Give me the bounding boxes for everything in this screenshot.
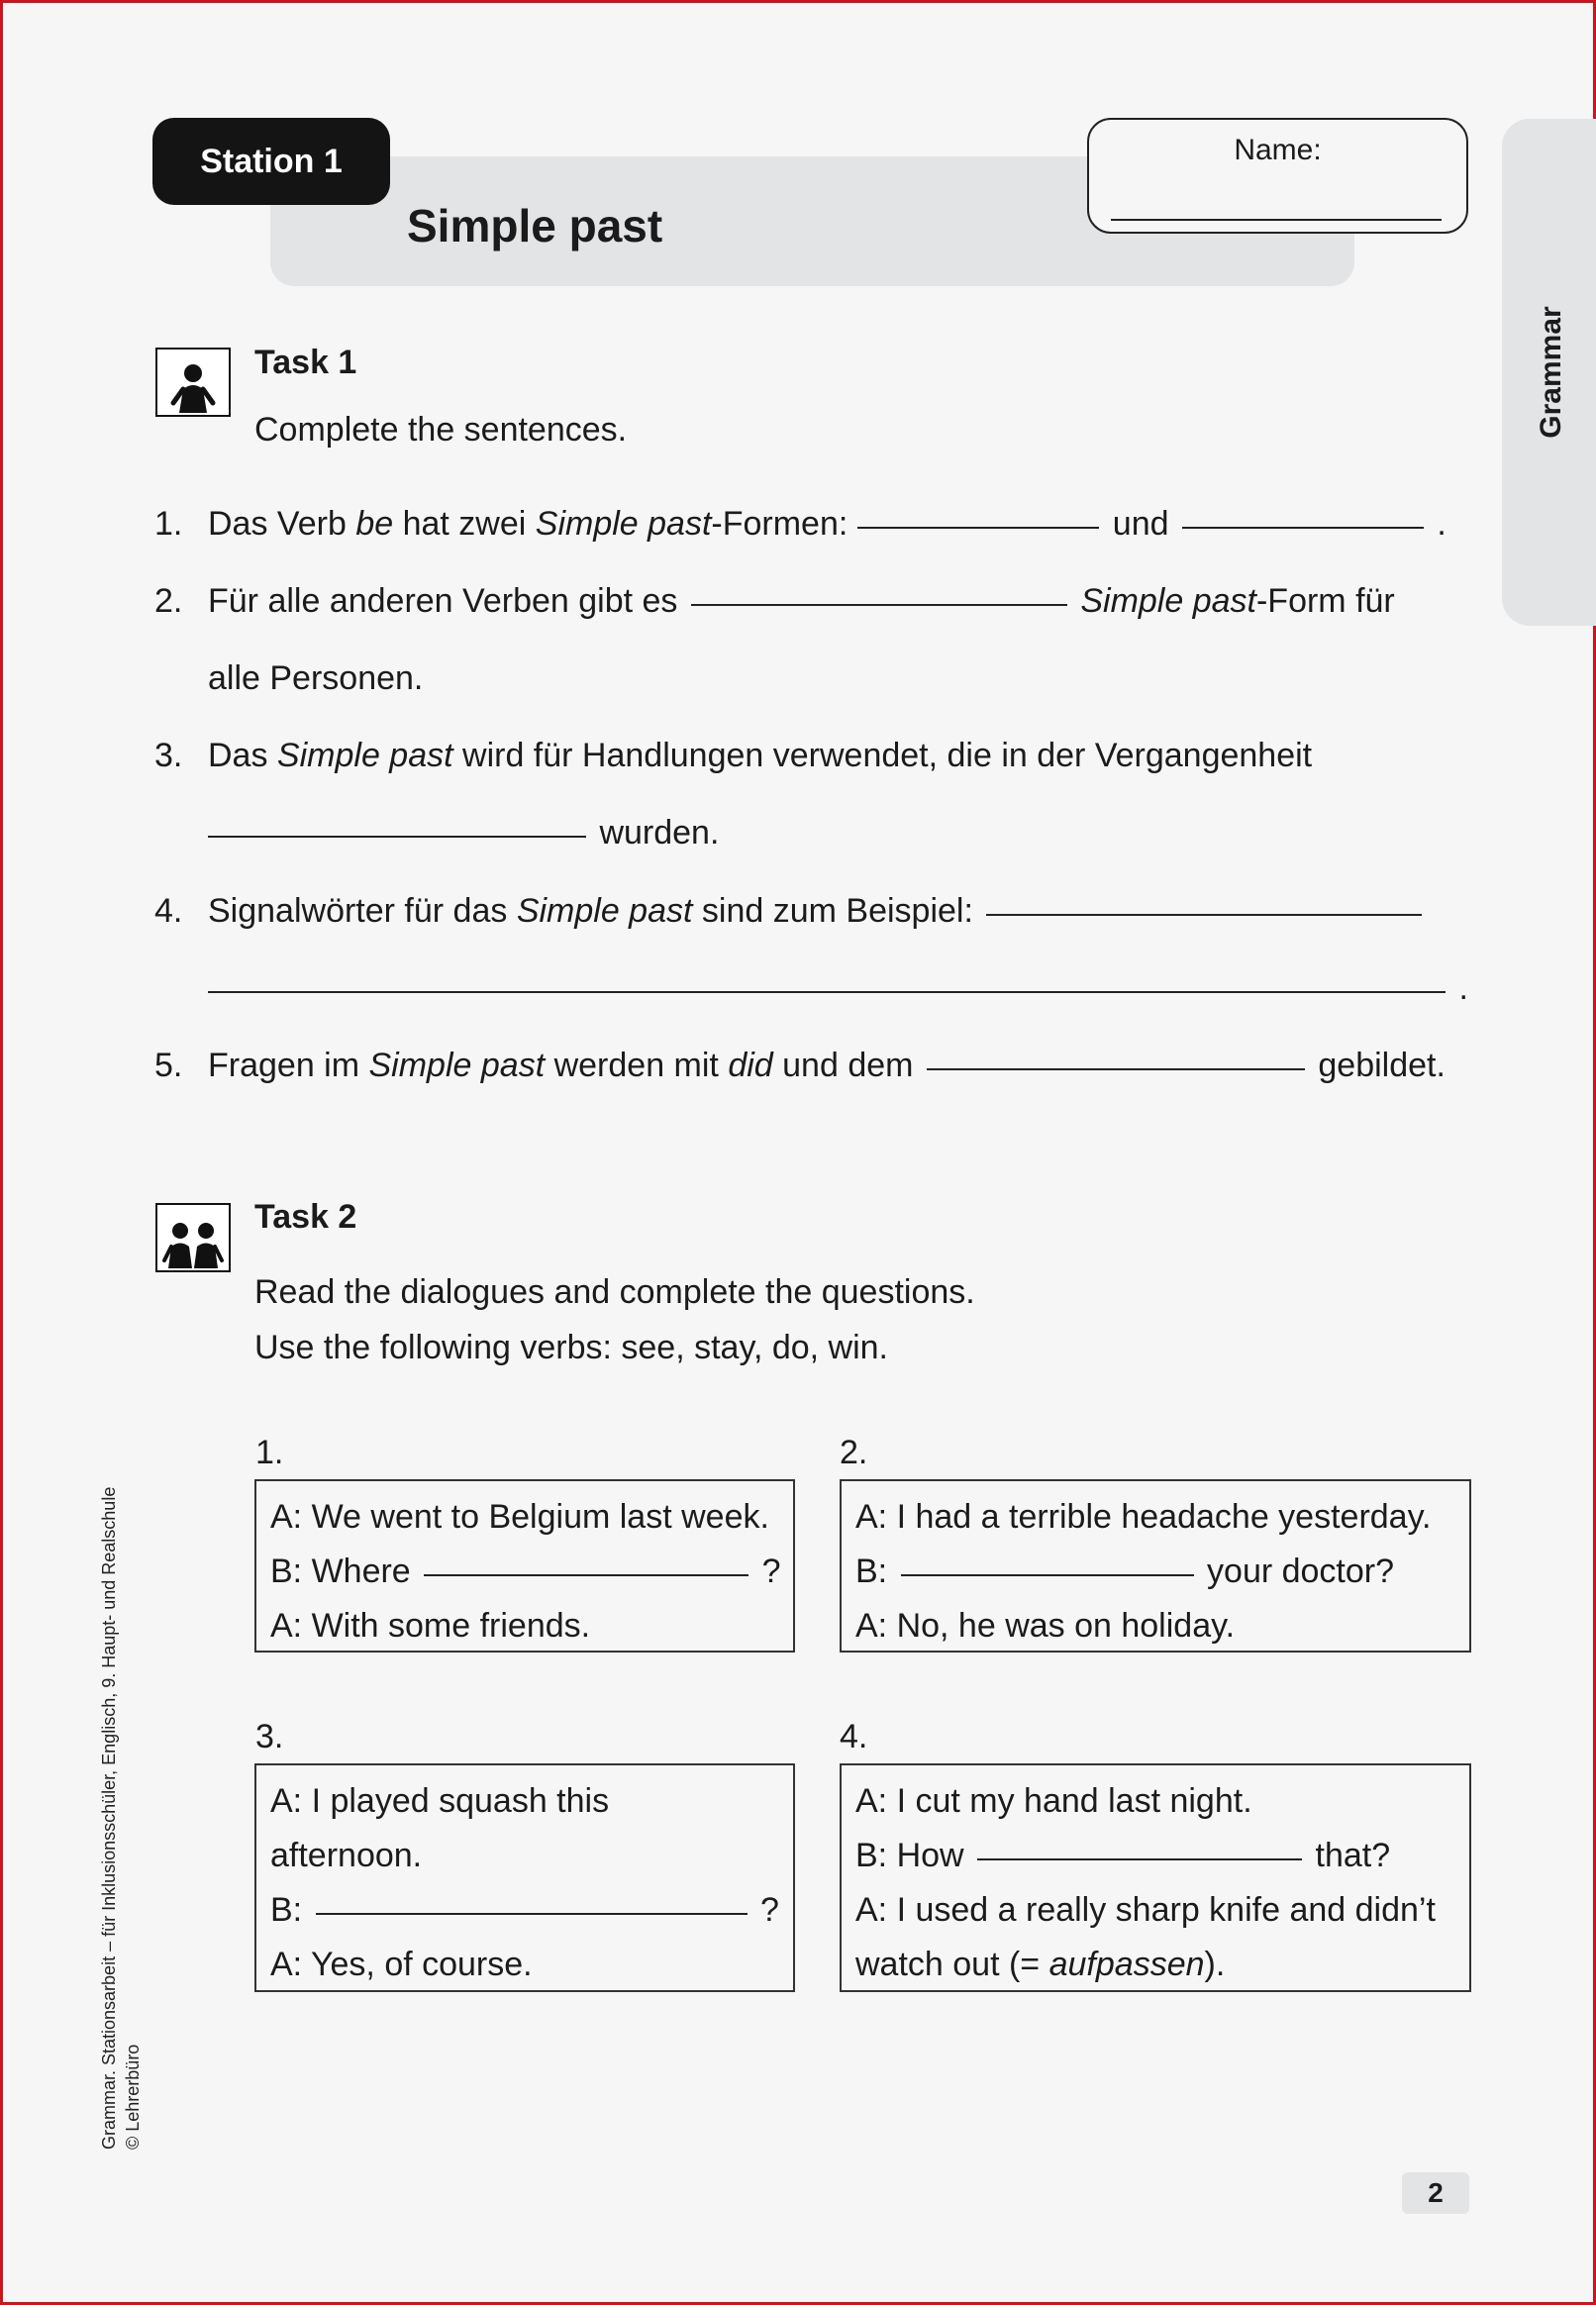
task2-instruction-2: Use the following verbs: see, stay, do, win. [254,1329,889,1366]
copyright-credit: Grammar. Stationsarbeit – für Inklusionsschüler, Englisch, 9. Haupt- und Realschule © Lehrerbüro [99,1486,143,2150]
dialogue-number: 2. [840,1434,868,1471]
dialogue-line: B: ? [270,1891,779,1929]
dialogue-line: A: I used a really sharp knife and didn’t [855,1891,1436,1929]
sentence-2-continued: alle Personen. [208,659,424,697]
dialogue-box-1 [254,1479,795,1653]
dialogue-line: A: We went to Belgium last week. [270,1498,769,1536]
sentence-4-continued: . [208,969,1468,1008]
dialogue-line: A: Yes, of course. [270,1946,533,1983]
item-number: 2. [154,582,183,620]
page-number: 2 [1402,2172,1469,2214]
sentence-4: Signalwörter für das Simple past sind zum Beispiel: [208,892,1426,931]
answer-blank[interactable] [1182,526,1424,529]
side-tab-grammar [1502,119,1596,626]
task2-heading: Task 2 [254,1198,357,1236]
dialogue-line: afternoon. [270,1837,423,1874]
item-number: 3. [154,737,183,774]
dialogue-line: A: I had a terrible headache yesterday. [855,1498,1432,1536]
dialogue-line: A: I played squash this [270,1782,610,1820]
side-tab-label: Grammar [1535,306,1567,439]
sentence-1: Das Verb be hat zwei Simple past-Formen: und . [208,505,1446,543]
item-number: 5. [154,1047,183,1084]
answer-blank[interactable] [977,1857,1302,1860]
dialogue-number: 4. [840,1718,868,1755]
page-title: Simple past [407,200,663,251]
task2-instruction-1: Read the dialogues and complete the questions. [254,1273,975,1311]
dialogue-line: A: No, he was on holiday. [855,1607,1236,1645]
station-label: Station 1 [152,118,390,205]
answer-blank[interactable] [316,1912,748,1915]
dialogue-line: B: Where ? [270,1553,781,1590]
single-person-icon [155,348,231,417]
dialogue-line: A: With some friends. [270,1607,591,1645]
answer-blank[interactable] [691,603,1067,606]
name-field[interactable] [1111,219,1442,221]
answer-blank[interactable] [424,1573,748,1576]
item-number: 1. [154,505,183,543]
dialogue-box-2 [840,1479,1471,1653]
item-number: 4. [154,892,183,930]
sentence-3: Das Simple past wird für Handlungen verwendet, die in der Vergangenheit [208,737,1313,774]
dialogue-line: B: How that? [855,1837,1391,1874]
name-box [1087,118,1468,234]
sentence-5: Fragen im Simple past werden mit did und dem gebildet. [208,1047,1446,1084]
sentence-2: Für alle anderen Verben gibt es Simple past-Form für [208,582,1395,620]
sentence-3-continued: wurden. [208,814,719,852]
dialogue-line: A: I cut my hand last night. [855,1782,1252,1820]
answer-blank[interactable] [927,1067,1305,1070]
answer-blank[interactable] [208,990,1446,993]
dialogue-box-4 [840,1763,1471,1992]
task1-heading: Task 1 [254,344,357,381]
dialogue-number: 1. [255,1434,284,1471]
dialogue-number: 3. [255,1718,284,1755]
two-people-icon [155,1203,231,1272]
answer-blank[interactable] [901,1573,1194,1576]
answer-blank[interactable] [208,835,586,838]
answer-blank[interactable] [986,913,1422,916]
answer-blank[interactable] [857,526,1099,529]
task1-instruction: Complete the sentences. [254,411,628,449]
dialogue-box-3 [254,1763,795,1992]
name-label: Name: [1234,134,1322,166]
dialogue-line: B: your doctor? [855,1553,1395,1590]
dialogue-line: watch out (= aufpassen). [855,1946,1226,1983]
